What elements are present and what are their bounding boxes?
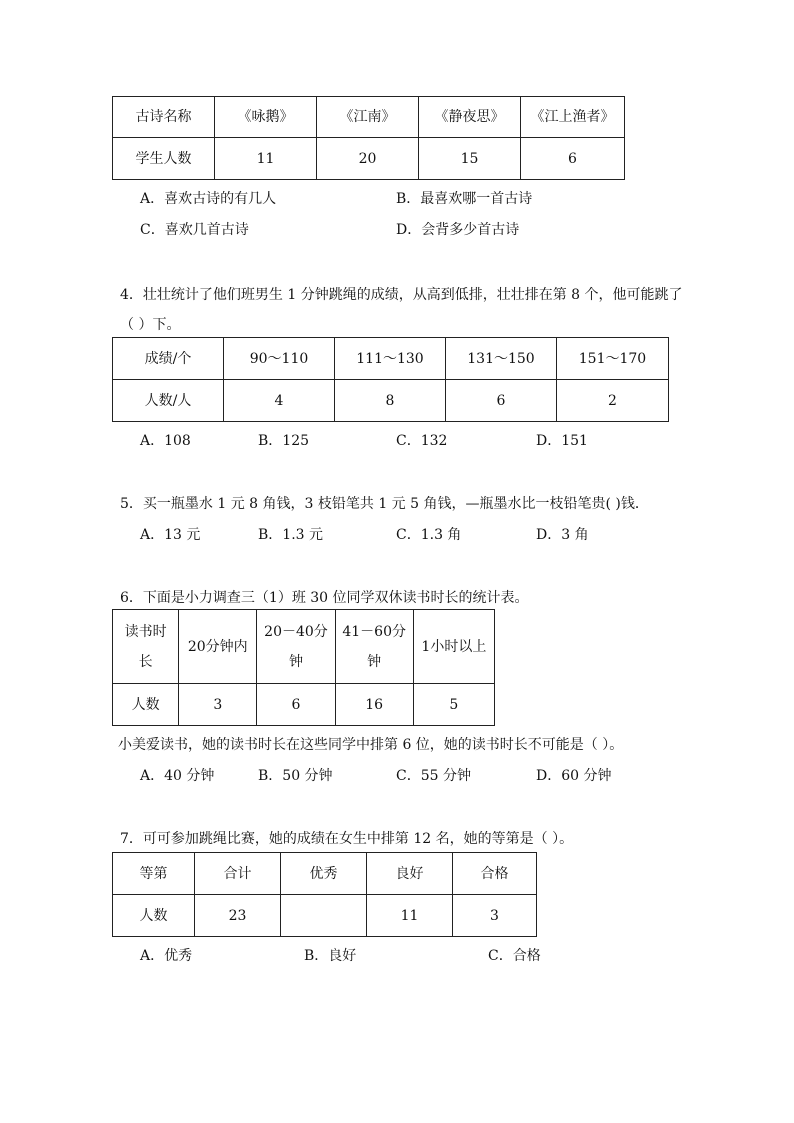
option-d[interactable]: D．3 角 <box>536 527 589 543</box>
table-header-cell: 合计 <box>195 853 281 895</box>
option-d[interactable]: D．60 分钟 <box>536 768 612 784</box>
option-d[interactable]: D．会背多少首古诗 <box>396 222 520 238</box>
table-cell: 3 <box>453 895 537 937</box>
table-header-cell: 《江上渔者》 <box>521 97 625 138</box>
q4-table <box>112 337 669 422</box>
option-b[interactable]: B．良好 <box>304 948 357 964</box>
option-c[interactable]: C．合格 <box>488 948 541 964</box>
table-cell: 6 <box>257 684 335 726</box>
table-cell: 8 <box>335 380 446 422</box>
table-cell <box>281 895 367 937</box>
question-6-text: 6．下面是小力调查三（1）班 30 位同学双休读书时长的统计表。 <box>120 590 529 606</box>
table-header-cell: 20分钟内 <box>179 610 257 684</box>
table-cell: 23 <box>195 895 281 937</box>
option-b[interactable]: B．最喜欢哪一首古诗 <box>396 191 533 207</box>
option-c[interactable]: C．132 <box>396 433 448 449</box>
table-header-cell: 古诗名称 <box>113 97 215 138</box>
option-b[interactable]: B．50 分钟 <box>258 768 333 784</box>
table-cell: 5 <box>413 684 494 726</box>
question-4-text: 4．壮壮统计了他们班男生 1 分钟跳绳的成绩，从高到低排，壮壮排在第 8 个，他可能跳了 <box>120 287 683 303</box>
option-a[interactable]: A．13 元 <box>140 527 201 543</box>
table-header-cell: 《咏鹅》 <box>215 97 317 138</box>
table-header-cell: 读书时长 <box>113 610 179 684</box>
table-cell: 2 <box>557 380 669 422</box>
question-6-followup: 小美爱读书，她的读书时长在这些同学中排第 6 位，她的读书时长不可能是（ ）。 <box>118 737 624 753</box>
q3-table <box>112 96 625 180</box>
table-cell: 11 <box>215 138 317 180</box>
table-header-cell: 131～150 <box>446 338 557 380</box>
table-cell: 3 <box>179 684 257 726</box>
table-header-cell: 41－60分钟 <box>335 610 413 684</box>
question-7-text: 7．可可参加跳绳比赛，她的成绩在女生中排第 12 名，她的等第是（ ）。 <box>120 831 574 847</box>
table-cell: 6 <box>446 380 557 422</box>
option-b[interactable]: B．125 <box>258 433 310 449</box>
table-header-cell: 等第 <box>113 853 195 895</box>
table-cell: 15 <box>419 138 521 180</box>
table-cell: 20 <box>317 138 419 180</box>
q7-table <box>112 852 537 937</box>
table-header-cell: 合格 <box>453 853 537 895</box>
option-c[interactable]: C．55 分钟 <box>396 768 471 784</box>
option-c[interactable]: C．喜欢几首古诗 <box>140 222 249 238</box>
table-header-cell: 《静夜思》 <box>419 97 521 138</box>
table-header-cell: 优秀 <box>281 853 367 895</box>
table-cell: 学生人数 <box>113 138 215 180</box>
table-header-cell: 《江南》 <box>317 97 419 138</box>
option-a[interactable]: A．喜欢古诗的有几人 <box>140 191 277 207</box>
option-c[interactable]: C．1.3 角 <box>396 527 462 543</box>
table-cell: 6 <box>521 138 625 180</box>
question-5-text: 5．买一瓶墨水 1 元 8 角钱，3 枝铅笔共 1 元 5 角钱，—瓶墨水比一枝铅笔贵( )钱． <box>120 496 649 512</box>
q6-table <box>112 609 495 726</box>
table-cell: 人数 <box>113 684 179 726</box>
table-cell: 16 <box>335 684 413 726</box>
table-header-cell: 151～170 <box>557 338 669 380</box>
table-header-cell: 20－40分钟 <box>257 610 335 684</box>
table-cell: 人数 <box>113 895 195 937</box>
option-a[interactable]: A．108 <box>140 433 191 449</box>
option-b[interactable]: B．1.3 元 <box>258 527 324 543</box>
table-header-cell: 成绩/个 <box>113 338 224 380</box>
question-4-text-cont: （ ）下。 <box>120 317 181 333</box>
option-d[interactable]: D．151 <box>536 433 588 449</box>
table-header-cell: 1小时以上 <box>413 610 494 684</box>
table-header-cell: 良好 <box>367 853 453 895</box>
option-a[interactable]: A．40 分钟 <box>140 768 215 784</box>
option-a[interactable]: A．优秀 <box>140 948 193 964</box>
table-cell: 4 <box>224 380 335 422</box>
table-header-cell: 90～110 <box>224 338 335 380</box>
table-header-cell: 111～130 <box>335 338 446 380</box>
table-cell: 人数/人 <box>113 380 224 422</box>
table-cell: 11 <box>367 895 453 937</box>
